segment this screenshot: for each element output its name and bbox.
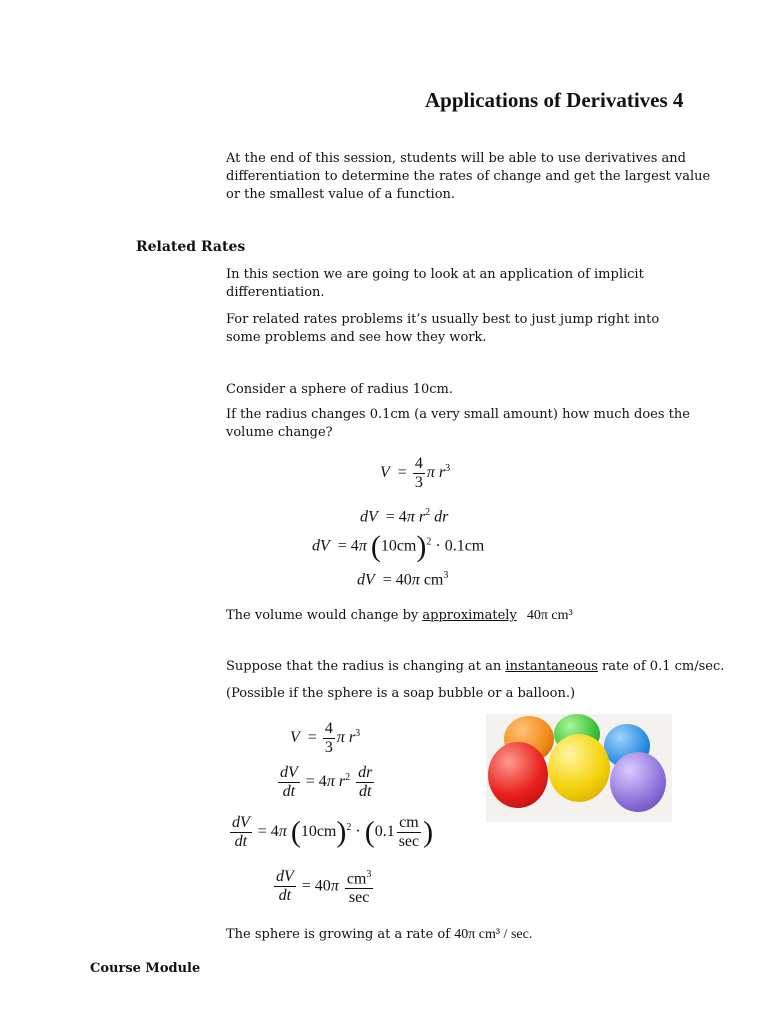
- equation-dv-result: dV = 40π $cm^3$: [357, 570, 449, 589]
- paragraph-question: If the radius changes 0.1cm (a very small amount) how much does the volume change?: [226, 407, 690, 440]
- balloons-image: [486, 714, 672, 822]
- page-title: Applications of Derivatives 4: [425, 88, 684, 112]
- equation-dv-substituted: dV = 4π $(10cm)^2 \cdot 0.1cm$: [312, 530, 485, 563]
- paragraph-related-rates: For related rates problems it’s usually best to just jump right into some problems and see how they work.: [226, 312, 660, 345]
- balloon-red: [488, 742, 548, 808]
- balloon-purple: [610, 752, 666, 812]
- equation-dvdt: $\frac{dV}{dt}$ = 4π $r^2$ $\frac{dr}{dt}$: [280, 764, 373, 800]
- growth-sentence: The sphere is growing at a rate of 40π cm³ / sec.: [226, 927, 533, 942]
- equation-volume-2: V = $\frac{4}{3}$ π $r^3$: [290, 720, 361, 756]
- rate-sentence: Suppose that the radius is changing at an instantaneous rate of 0.1 cm/sec.: [226, 659, 725, 674]
- paragraph-implicit: In this section we are going to look at an application of implicit differentiation.: [226, 267, 644, 300]
- equation-dvdt-substituted: $\frac{dV}{dt}$ = 4π $(10cm)^2 \cdot (0.1$ $\frac{cm}{\sec}$ ): [232, 814, 434, 850]
- section-heading: Related Rates: [136, 239, 246, 255]
- footer-course-module: Course Module: [90, 961, 201, 976]
- volume-change-sentence: The volume would change by approximately 40π cm³: [226, 608, 573, 623]
- equation-dvdt-result: $\frac{dV}{dt}$ = 40π $\frac{cm^3}{\sec}$: [272, 866, 375, 907]
- paragraph-balloon: (Possible if the sphere is a soap bubble or a balloon.): [226, 686, 576, 701]
- balloon-yellow: [548, 734, 610, 802]
- equation-dv: dV = 4π $r^2$ dr: [360, 507, 449, 526]
- intro-paragraph: At the end of this session, students will be able to use derivatives and differentiation to determine the rates of change and get the largest value or the smallest value of a function.: [226, 151, 711, 202]
- equation-volume: V = $\frac{4}{3}$ π $r^3$: [380, 455, 451, 491]
- paragraph-sphere: Consider a sphere of radius 10cm.: [226, 382, 453, 397]
